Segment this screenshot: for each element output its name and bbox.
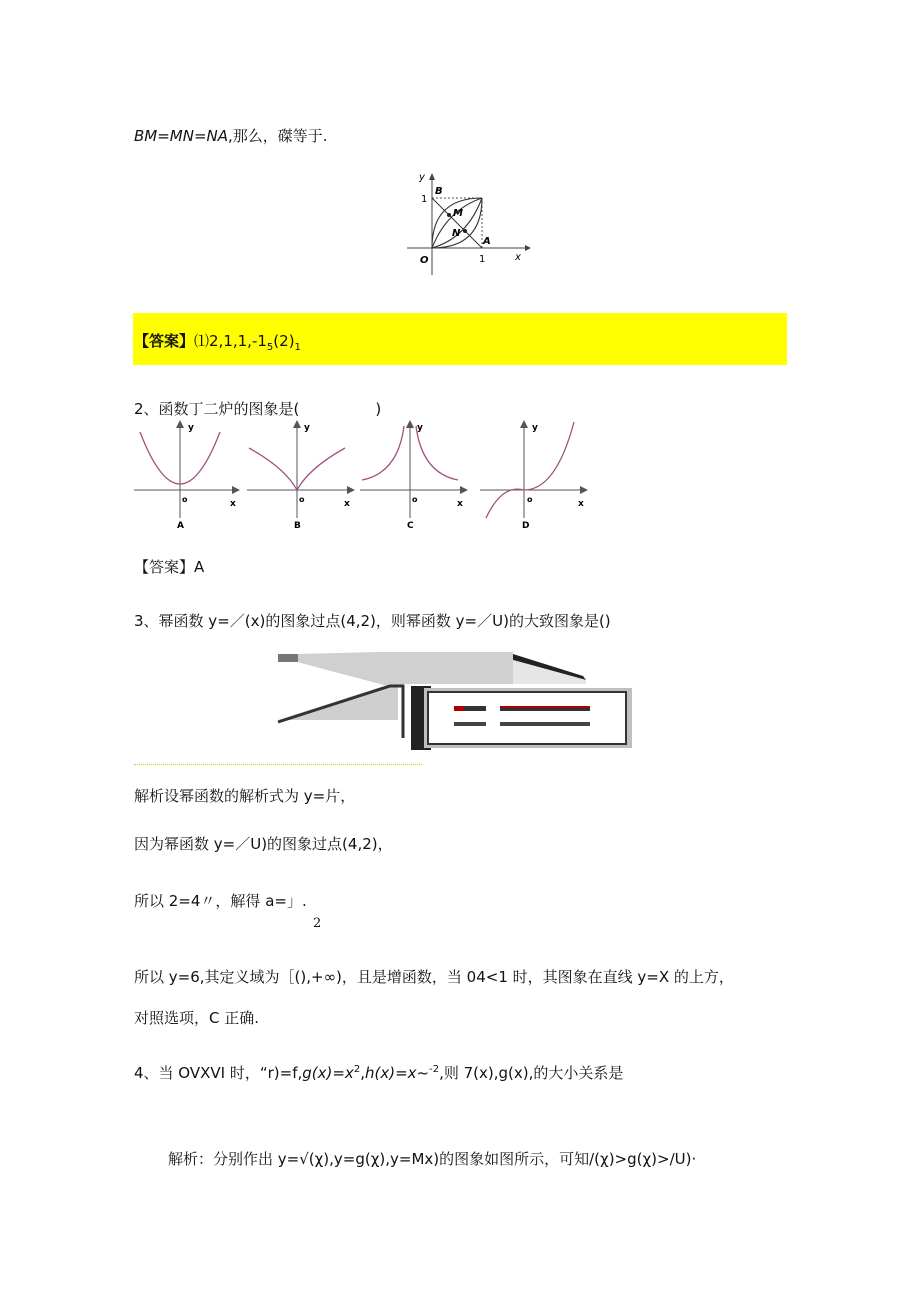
q3-fig-line4 [500, 722, 590, 726]
q2-D-x-arrow [580, 486, 588, 494]
q2-C-curve-left [362, 426, 404, 480]
q1-point-N [463, 229, 467, 233]
q3-figure-underline [134, 764, 422, 765]
q1-label-O: O [420, 255, 429, 266]
q3-analysis-line1: 解析设幂函数的解析式为 y=片， [134, 787, 356, 805]
q2-option-B-graph [245, 418, 357, 533]
q1-x-arrow [525, 245, 531, 251]
q2-C-label-o: o [412, 495, 418, 504]
q3-analysis-line4: 所以 y=6,其定义域为［(),+∞)，且是增函数，当 04<1 时，其图象在直线 y=X 的上方， [134, 968, 734, 986]
q4-stem-part1: 4、当 OVXVI 时，“r)=f, [134, 1064, 303, 1082]
q2-A-label-y: y [188, 423, 194, 433]
q2-A-x-arrow [232, 486, 240, 494]
q2-option-C-graph [358, 418, 470, 533]
q2-B-curve-right [297, 448, 345, 490]
q3-analysis-line2: 因为幂函数 y=／U)的图象过点(4,2)， [134, 835, 393, 853]
q2-D-label: D [522, 521, 530, 531]
q2-B-y-arrow [293, 420, 301, 428]
q2-B-x-arrow [347, 486, 355, 494]
q3-options-figure [268, 648, 638, 750]
q4-h-func: h(x)=x~ [364, 1064, 430, 1082]
q2-B-label-o: o [299, 495, 305, 504]
q1-label-N: N [452, 228, 461, 239]
q2-A-label-o: o [182, 495, 188, 504]
q2-stem [134, 398, 381, 419]
q2-C-x-arrow [460, 486, 468, 494]
q1-tail-line [134, 125, 328, 146]
q4-comma: , [360, 1064, 365, 1082]
q1-diagonal-BA [432, 198, 482, 248]
q2-A-label-x: x [230, 499, 236, 509]
q3-fig-red2 [500, 706, 590, 708]
q2-stem-text: 2、函数丁二炉的图象是( [134, 400, 300, 418]
q3-analysis-line5: 对照选项，C 正确. [134, 1009, 260, 1027]
q2-B-curve-left [249, 448, 297, 490]
q3-analysis-line3: 所以 2=4〃，解得 a=」. [134, 892, 307, 910]
q1-tail-rest: ,那么，磔等于. [228, 127, 328, 145]
q1-answer-main: ⑴2,1,1,-1 [194, 332, 267, 350]
q2-option-A-graph [132, 418, 242, 533]
q3-stem: 3、幂函数 y=／(x)的图象过点(4,2)，则幂函数 y=／U)的大致图象是() [134, 612, 611, 630]
q1-label-A: A [483, 236, 491, 247]
q1-point-M [447, 213, 451, 217]
q2-A-label: A [177, 521, 184, 531]
q2-D-label-y: y [532, 423, 538, 433]
q1-unit-square-figure [405, 170, 535, 280]
q1-y-arrow [429, 173, 435, 180]
q2-answer: 【答案】A [134, 558, 205, 576]
q3-fig-line3 [454, 722, 486, 726]
q3-fig-panel [428, 692, 626, 744]
q1-label-M: M [453, 208, 463, 219]
q1-label-B: B [435, 186, 443, 197]
q2-C-label-y: y [417, 423, 423, 433]
q4-stem-part2: ,则 7(x),g(x),的大小关系是 [439, 1064, 624, 1082]
q2-D-label-o: o [527, 495, 533, 504]
q1-answer-line [134, 330, 301, 353]
q2-C-y-arrow [406, 420, 414, 428]
q1-label-y: y [419, 172, 425, 183]
q1-label-x: x [515, 252, 521, 263]
q1-label-one-x: 1 [479, 254, 486, 265]
q2-C-label-x: x [457, 499, 463, 509]
q3-analysis-denominator: 2 [313, 916, 322, 931]
q2-stem-close: ) [375, 400, 382, 418]
q1-tail-italic: BM=MN=NA [134, 127, 229, 145]
q3-fig-gray-band [298, 652, 513, 688]
q2-D-label-x: x [578, 499, 584, 509]
q3-fig-red1 [454, 706, 464, 711]
q4-h-exp: -2 [429, 1064, 440, 1075]
q4-analysis: 解析：分别作出 y=√(χ),y=g(χ),y=Mx)的图象如图所示，可知/(χ)>g(χ)>∕U)· [168, 1150, 697, 1168]
q4-g-func: g(x)=x [302, 1064, 354, 1082]
q2-B-label: B [294, 521, 301, 531]
q1-answer-bracket: 【答案】 [134, 332, 195, 350]
q2-C-label: C [407, 521, 414, 531]
q2-A-y-arrow [176, 420, 184, 428]
q2-B-label-x: x [344, 499, 350, 509]
q2-D-y-arrow [520, 420, 528, 428]
q2-C-curve-right [416, 426, 458, 480]
q1-answer-mid: (2) [273, 332, 295, 350]
q4-g-exp: 2 [353, 1064, 361, 1075]
q3-fig-gray-right [513, 660, 586, 684]
q4-stem [134, 1062, 623, 1083]
q2-B-label-y: y [304, 423, 310, 433]
q1-answer-sub1: 5 [266, 342, 274, 353]
q1-label-one-y: 1 [421, 194, 428, 205]
q2-option-D-graph [478, 418, 593, 533]
q1-answer-sub2: 1 [294, 342, 301, 353]
